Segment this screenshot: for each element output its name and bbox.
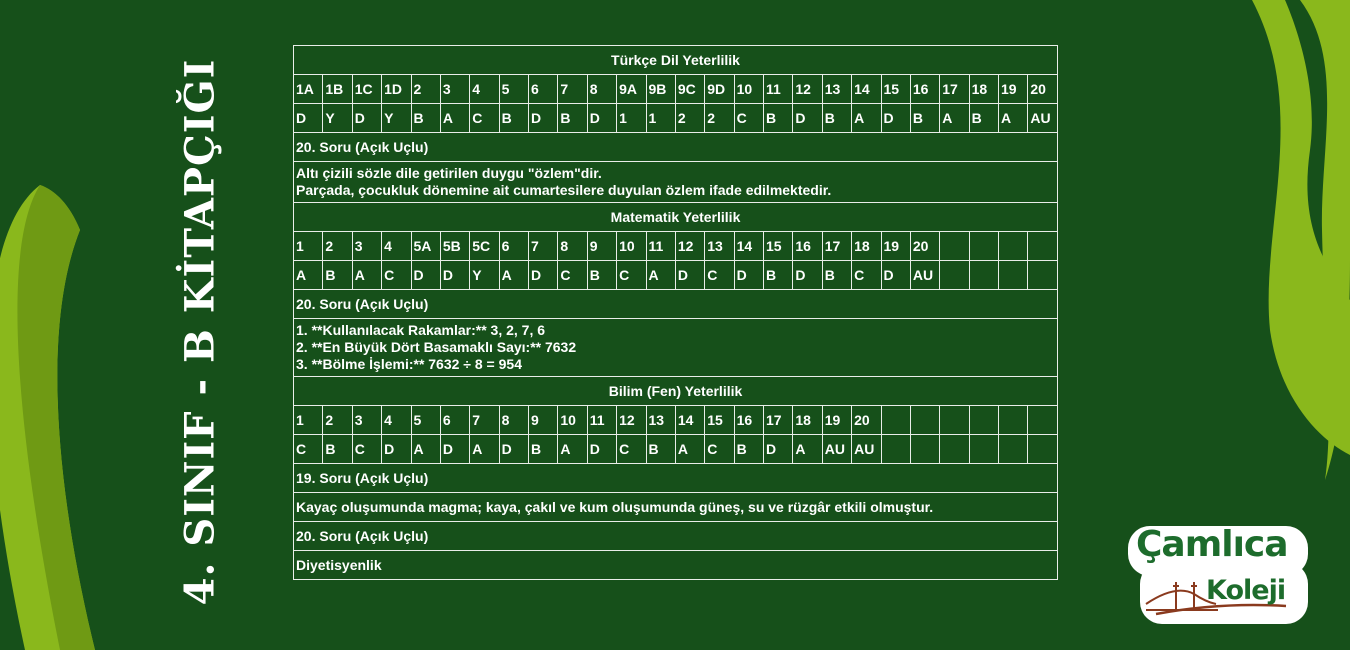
matematik-question-cell: 2	[323, 232, 352, 261]
turkce-answer-cell: 1	[617, 104, 646, 133]
matematik-question-cell	[1028, 232, 1058, 261]
matematik-answer-cell: Y	[470, 261, 499, 290]
turkce-answer-cell: C	[734, 104, 763, 133]
turkce-answer-cell: D	[881, 104, 910, 133]
matematik-answer-cell: A	[294, 261, 323, 290]
fen-answer-cell: A	[470, 435, 499, 464]
fen-open-answer-20-row	[294, 551, 1058, 580]
turkce-question-cell: 1C	[352, 75, 381, 104]
turkce-answer-cell: B	[822, 104, 851, 133]
matematik-question-cell: 11	[646, 232, 675, 261]
matematik-answer-cell: D	[440, 261, 469, 290]
fen-open-title-20-row	[294, 522, 1058, 551]
fen-question-cell: 9	[529, 406, 558, 435]
matematik-answer-cell: C	[558, 261, 587, 290]
fen-question-cell	[1028, 406, 1058, 435]
fen-answer-cell: C	[352, 435, 381, 464]
fen-open-answer-19: Kayaç oluşumunda magma; kaya, çakıl ve kum oluşumunda güneş, su ve rüzgâr etkili olmuştur.	[294, 493, 1058, 522]
fen-question-row	[294, 406, 1058, 435]
matematik-question-cell	[969, 232, 998, 261]
matematik-section-title-row	[294, 203, 1058, 232]
turkce-answer-cell: B	[910, 104, 939, 133]
fen-answer-cell: D	[499, 435, 528, 464]
fen-question-cell: 3	[352, 406, 381, 435]
turkce-question-cell: 17	[940, 75, 969, 104]
turkce-answer-cell: B	[558, 104, 587, 133]
matematik-question-cell: 17	[822, 232, 851, 261]
fen-answer-cell: B	[734, 435, 763, 464]
turkce-question-cell: 7	[558, 75, 587, 104]
fen-section-title-row	[294, 377, 1058, 406]
matematik-answer-cell: C	[382, 261, 411, 290]
fen-answer-row	[294, 435, 1058, 464]
matematik-question-row	[294, 232, 1058, 261]
turkce-question-cell: 10	[734, 75, 763, 104]
turkce-answer-cell: 2	[705, 104, 734, 133]
matematik-question-cell: 3	[352, 232, 381, 261]
turkce-question-cell: 3	[440, 75, 469, 104]
turkce-answer-cell: B	[411, 104, 440, 133]
turkce-question-cell: 5	[499, 75, 528, 104]
turkce-answer-cell: 2	[675, 104, 704, 133]
turkce-answer-cell: Y	[323, 104, 352, 133]
matematik-question-cell	[940, 232, 969, 261]
fen-question-cell: 7	[470, 406, 499, 435]
turkce-question-cell: 12	[793, 75, 822, 104]
matematik-question-cell: 10	[617, 232, 646, 261]
turkce-answer-cell: A	[440, 104, 469, 133]
matematik-answer-cell: A	[352, 261, 381, 290]
turkce-question-cell: 19	[999, 75, 1028, 104]
turkce-answer-cell: A	[852, 104, 881, 133]
matematik-answer-cell: C	[852, 261, 881, 290]
matematik-answer-cell: D	[529, 261, 558, 290]
matematik-question-cell: 1	[294, 232, 323, 261]
fen-answer-cell: D	[382, 435, 411, 464]
fen-open-title-19-row	[294, 464, 1058, 493]
fen-question-cell	[969, 406, 998, 435]
turkce-question-cell: 6	[529, 75, 558, 104]
fen-answer-cell: A	[558, 435, 587, 464]
turkce-question-cell: 9A	[617, 75, 646, 104]
turkce-section-title-row	[294, 46, 1058, 75]
fen-answer-cell: A	[411, 435, 440, 464]
turkce-question-cell: 2	[411, 75, 440, 104]
fen-answer-cell: B	[529, 435, 558, 464]
fen-question-cell: 5	[411, 406, 440, 435]
fen-open-answer-19-row	[294, 493, 1058, 522]
camlica-koleji-logo	[1126, 522, 1312, 628]
logo-text-camlica: Çamlıca	[1136, 524, 1288, 565]
turkce-answer-cell: B	[499, 104, 528, 133]
fen-answer-cell	[999, 435, 1028, 464]
fen-answer-cell: B	[646, 435, 675, 464]
turkce-answer-cell: D	[587, 104, 616, 133]
turkce-answer-row	[294, 104, 1058, 133]
turkce-open-title-row	[294, 133, 1058, 162]
turkce-answer-cell: A	[940, 104, 969, 133]
booklet-title: 4. SINIF - B KİTAPÇIĞI	[176, 58, 224, 606]
fen-answer-cell	[940, 435, 969, 464]
turkce-answer-cell: D	[793, 104, 822, 133]
matematik-question-cell: 4	[382, 232, 411, 261]
turkce-answer-cell: AU	[1028, 104, 1058, 133]
turkce-answer-cell: D	[294, 104, 323, 133]
matematik-open-answer	[294, 319, 1058, 377]
matematik-answer-cell	[999, 261, 1028, 290]
fen-answer-cell: A	[793, 435, 822, 464]
matematik-open-title: 20. Soru (Açık Uçlu)	[294, 290, 1058, 319]
fen-question-cell: 20	[852, 406, 881, 435]
fen-question-cell: 10	[558, 406, 587, 435]
matematik-open-answer-row	[294, 319, 1058, 377]
matematik-question-cell: 9	[587, 232, 616, 261]
turkce-open-answer-line: Parçada, çocukluk dönemine ait cumartesilere duyulan özlem ifade edilmektedir.	[296, 182, 832, 198]
turkce-question-cell: 1B	[323, 75, 352, 104]
matematik-answer-cell: D	[734, 261, 763, 290]
turkce-answer-cell: Y	[382, 104, 411, 133]
turkce-question-cell: 15	[881, 75, 910, 104]
fen-question-cell: 17	[764, 406, 793, 435]
matematik-question-cell: 6	[499, 232, 528, 261]
matematik-answer-cell: B	[587, 261, 616, 290]
matematik-question-cell	[999, 232, 1028, 261]
turkce-open-answer	[294, 162, 1058, 203]
turkce-answer-cell: B	[764, 104, 793, 133]
fen-question-cell: 16	[734, 406, 763, 435]
fen-answer-cell: A	[675, 435, 704, 464]
fen-answer-cell: B	[323, 435, 352, 464]
fen-answer-cell: C	[294, 435, 323, 464]
fen-answer-cell: D	[440, 435, 469, 464]
fen-open-title-20: 20. Soru (Açık Uçlu)	[294, 522, 1058, 551]
matematik-question-cell: 19	[881, 232, 910, 261]
fen-question-cell: 4	[382, 406, 411, 435]
fen-section-title: Bilim (Fen) Yeterlilik	[294, 377, 1058, 406]
matematik-question-cell: 16	[793, 232, 822, 261]
matematik-answer-cell: D	[675, 261, 704, 290]
matematik-answer-cell	[940, 261, 969, 290]
logo-text-koleji: Koleji	[1206, 575, 1286, 606]
turkce-section-title: Türkçe Dil Yeterlilik	[294, 46, 1058, 75]
matematik-question-cell: 20	[910, 232, 939, 261]
turkce-open-title: 20. Soru (Açık Uçlu)	[294, 133, 1058, 162]
matematik-answer-cell: B	[822, 261, 851, 290]
fen-answer-cell: AU	[852, 435, 881, 464]
matematik-answer-cell: C	[705, 261, 734, 290]
turkce-answer-cell: B	[969, 104, 998, 133]
fen-question-cell: 6	[440, 406, 469, 435]
turkce-answer-cell: C	[470, 104, 499, 133]
turkce-question-cell: 14	[852, 75, 881, 104]
fen-question-cell: 1	[294, 406, 323, 435]
fen-question-cell: 18	[793, 406, 822, 435]
fen-question-cell	[999, 406, 1028, 435]
fen-open-title-19: 19. Soru (Açık Uçlu)	[294, 464, 1058, 493]
matematik-answer-cell: B	[764, 261, 793, 290]
matematik-answer-row	[294, 261, 1058, 290]
fen-question-cell: 2	[323, 406, 352, 435]
matematik-answer-cell	[1028, 261, 1058, 290]
fen-question-cell: 13	[646, 406, 675, 435]
turkce-question-cell: 9C	[675, 75, 704, 104]
matematik-answer-cell	[969, 261, 998, 290]
fen-question-cell	[940, 406, 969, 435]
matematik-open-answer-line: 3. **Bölme İşlemi:** 7632 ÷ 8 = 954	[296, 356, 522, 372]
fen-answer-cell	[1028, 435, 1058, 464]
matematik-question-cell: 15	[764, 232, 793, 261]
matematik-open-answer-line: 1. **Kullanılacak Rakamlar:** 3, 2, 7, 6	[296, 322, 546, 338]
turkce-question-cell: 13	[822, 75, 851, 104]
matematik-answer-cell: A	[499, 261, 528, 290]
fen-answer-cell	[881, 435, 910, 464]
fen-answer-cell: AU	[822, 435, 851, 464]
turkce-question-cell: 8	[587, 75, 616, 104]
fen-answer-cell	[969, 435, 998, 464]
turkce-question-cell: 16	[910, 75, 939, 104]
fen-question-cell	[910, 406, 939, 435]
matematik-question-cell: 5A	[411, 232, 440, 261]
matematik-open-title-row	[294, 290, 1058, 319]
turkce-open-answer-line: Altı çizili sözle dile getirilen duygu "özlem"dir.	[296, 165, 602, 181]
turkce-answer-cell: D	[529, 104, 558, 133]
fen-answer-cell: C	[617, 435, 646, 464]
fen-open-answer-20: Diyetisyenlik	[294, 551, 1058, 580]
matematik-section-title: Matematik Yeterlilik	[294, 203, 1058, 232]
fen-question-cell: 11	[587, 406, 616, 435]
matematik-question-cell: 5B	[440, 232, 469, 261]
turkce-question-row	[294, 75, 1058, 104]
turkce-question-cell: 1A	[294, 75, 323, 104]
fen-question-cell: 8	[499, 406, 528, 435]
fen-question-cell: 19	[822, 406, 851, 435]
fen-question-cell: 12	[617, 406, 646, 435]
turkce-question-cell: 11	[764, 75, 793, 104]
turkce-answer-cell: A	[999, 104, 1028, 133]
matematik-question-cell: 18	[852, 232, 881, 261]
fen-answer-cell: D	[587, 435, 616, 464]
turkce-answer-cell: 1	[646, 104, 675, 133]
turkce-question-cell: 4	[470, 75, 499, 104]
turkce-question-cell: 9B	[646, 75, 675, 104]
fen-question-cell: 15	[705, 406, 734, 435]
matematik-answer-cell: B	[323, 261, 352, 290]
matematik-answer-cell: D	[793, 261, 822, 290]
matematik-question-cell: 7	[529, 232, 558, 261]
fen-question-cell: 14	[675, 406, 704, 435]
matematik-question-cell: 5C	[470, 232, 499, 261]
turkce-question-cell: 18	[969, 75, 998, 104]
matematik-answer-cell: AU	[910, 261, 939, 290]
fen-question-cell	[881, 406, 910, 435]
turkce-question-cell: 1D	[382, 75, 411, 104]
matematik-question-cell: 8	[558, 232, 587, 261]
matematik-question-cell: 14	[734, 232, 763, 261]
fen-answer-cell: C	[705, 435, 734, 464]
matematik-open-answer-line: 2. **En Büyük Dört Basamaklı Sayı:** 7632	[296, 339, 577, 355]
turkce-question-cell: 9D	[705, 75, 734, 104]
answer-key-table	[293, 45, 1058, 580]
matematik-answer-cell: D	[411, 261, 440, 290]
matematik-answer-cell: C	[617, 261, 646, 290]
turkce-open-answer-row	[294, 162, 1058, 203]
matematik-question-cell: 13	[705, 232, 734, 261]
fen-answer-cell: D	[764, 435, 793, 464]
matematik-answer-cell: A	[646, 261, 675, 290]
turkce-answer-cell: D	[352, 104, 381, 133]
matematik-answer-cell: D	[881, 261, 910, 290]
matematik-question-cell: 12	[675, 232, 704, 261]
fen-answer-cell	[910, 435, 939, 464]
turkce-question-cell: 20	[1028, 75, 1058, 104]
